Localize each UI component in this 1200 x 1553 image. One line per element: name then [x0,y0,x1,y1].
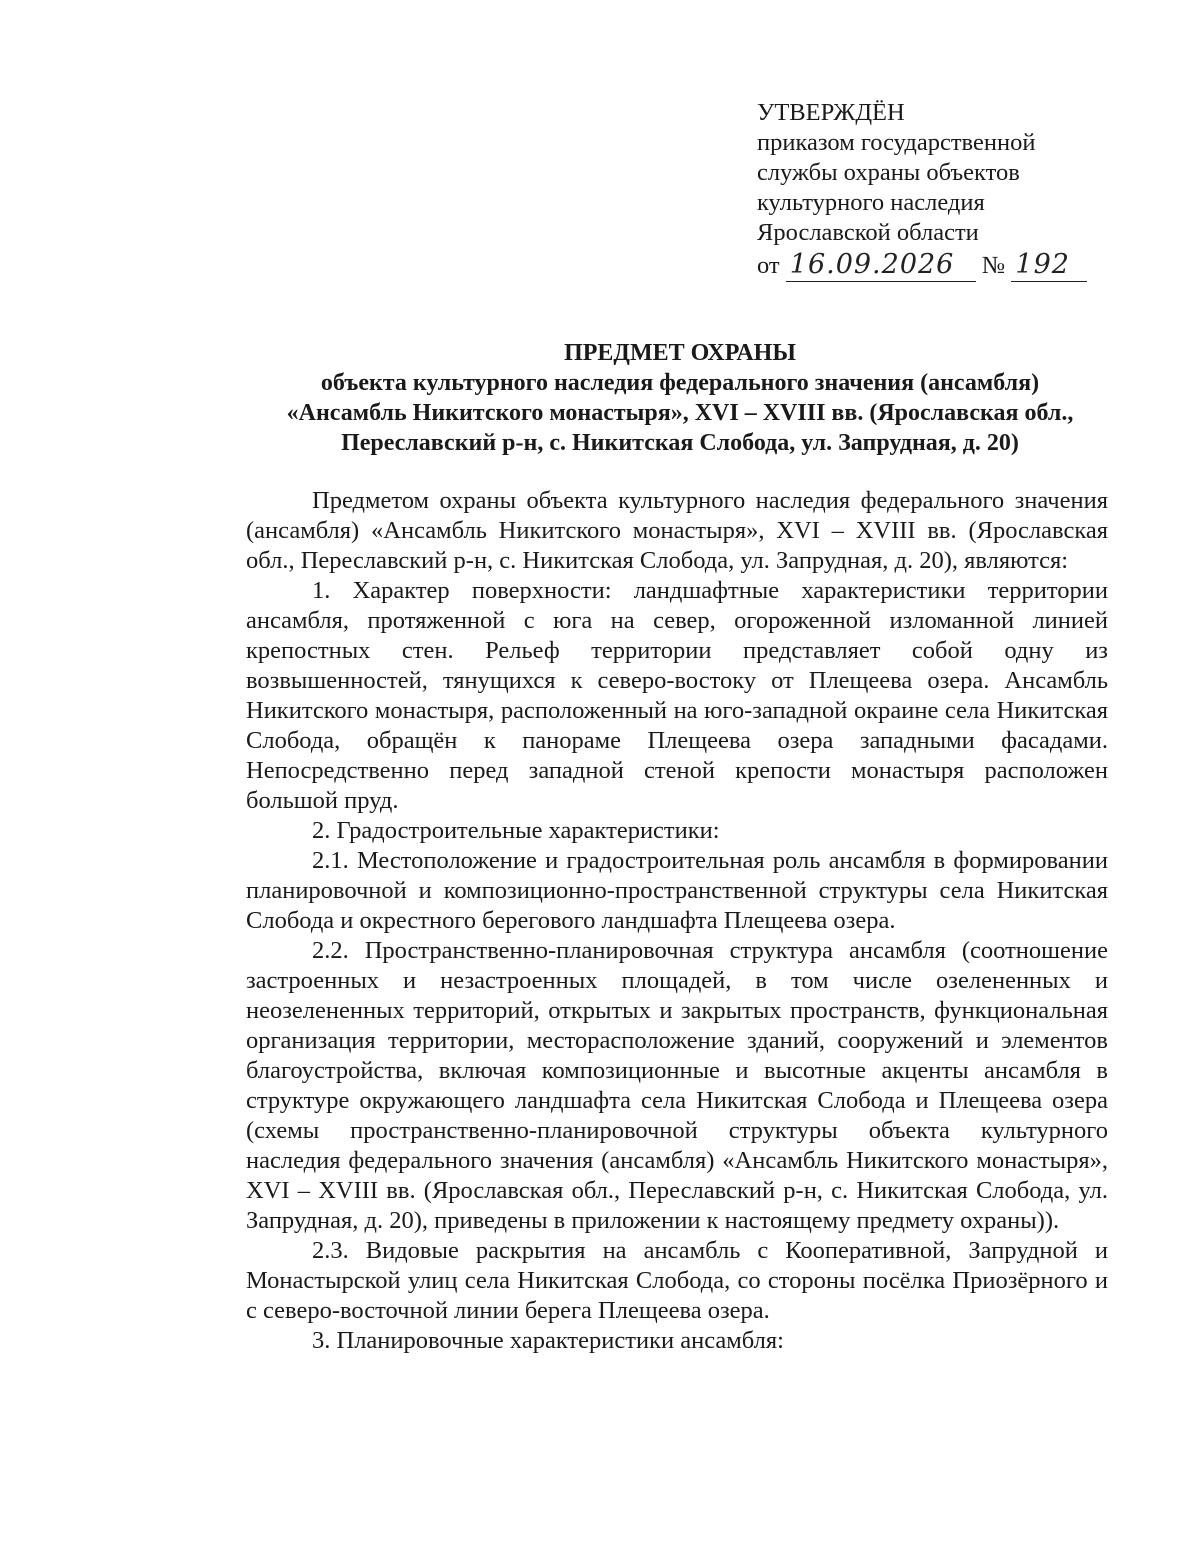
approval-date-line [757,250,1117,282]
paragraph-item-3: 3. Планировочные характеристики ансамбля: [312,1327,784,1354]
title-line: объекта культурного наследия федерального значения (ансамбля) [320,370,1040,396]
document-title [180,338,1180,458]
approval-line: Ярославской области [757,219,979,246]
document-body [246,486,1108,1356]
title-heading: ПРЕДМЕТ ОХРАНЫ [564,340,796,366]
approval-title: УТВЕРЖДЁН [757,99,905,126]
paragraph-item-2-3: 2.3. Видовые раскрытия на ансамбль с Кооперативной, Запрудной и Монастырской улиц села Никитская Слобода, со стороны посёлка Приозёрного и с северо-восточной линии берега Плещеева озера. [246,1237,1108,1324]
number-field [1011,250,1087,282]
approval-line: службы охраны объектов [757,159,1020,186]
handwritten-date: 16.09.2026 [789,249,955,280]
approval-stamp [757,98,1117,282]
date-prefix: от [757,252,780,279]
handwritten-number: 192 [1015,249,1070,280]
paragraph-item-2-2: 2.2. Пространственно-планировочная структура ансамбля (соотношение застроенных и незастроенных площадей, в том числе озелененных и неозелененных территорий, открытых и закрытых пространств, функциональная организация территории, месторасположение зданий, сооружений и элементов благоустройства, включая композиционные и высотные акценты ансамбля в структуре окружающего ландшафта села Никитская Слобода и Плещеева озера (схемы пространственно-планировочной структуры объекта культурного наследия федерального значения (ансамбля) «Ансамбль Никитского монастыря», XVI – XVIII вв. (Ярославская обл., Переславский р-н, с. Никитская Слобода, ул. Запрудная, д. 20), приведены в приложении к настоящему предмету охраны)). [246,937,1108,1234]
approval-line: приказом государственной [757,129,1036,156]
intro-paragraph: Предметом охраны объекта культурного наследия федерального значения (ансамбля) «Ансамбль Никитского монастыря», XVI – XVIII вв. (Ярославская обл., Переславский р-н, с. Никитская Слобода, ул. Запрудная, д. 20), являются: [246,487,1108,574]
paragraph-item-2-1: 2.1. Местоположение и градостроительная роль ансамбля в формировании планировочной и композиционно-пространственной структуры села Никитская Слобода и окрестного берегового ландшафта Плещеева озера. [246,847,1108,934]
title-line: Переславский р-н, с. Никитская Слобода, ул. Запрудная, д. 20) [341,430,1019,456]
title-line: «Ансамбль Никитского монастыря», XVI – XVIII вв. (Ярославская обл., [286,400,1074,426]
paragraph-item-1: 1. Характер поверхности: ландшафтные характеристики территории ансамбля, протяженной с юга на север, огороженной изломанной линией крепостных стен. Рельеф территории представляет собой одну из возвышенностей, тянущихся к северо-востоку от Плещеева озера. Ансамбль Никитского монастыря, расположенный на юго-западной окраине села Никитская Слобода, обращён к панораме Плещеева озера западными фасадами. Непосредственно перед западной стеной крепости монастыря расположен большой пруд. [246,577,1108,814]
date-field [786,250,976,282]
number-prefix: № [981,252,1006,279]
paragraph-item-2: 2. Градостроительные характеристики: [312,817,720,844]
approval-line: культурного наследия [757,189,985,216]
